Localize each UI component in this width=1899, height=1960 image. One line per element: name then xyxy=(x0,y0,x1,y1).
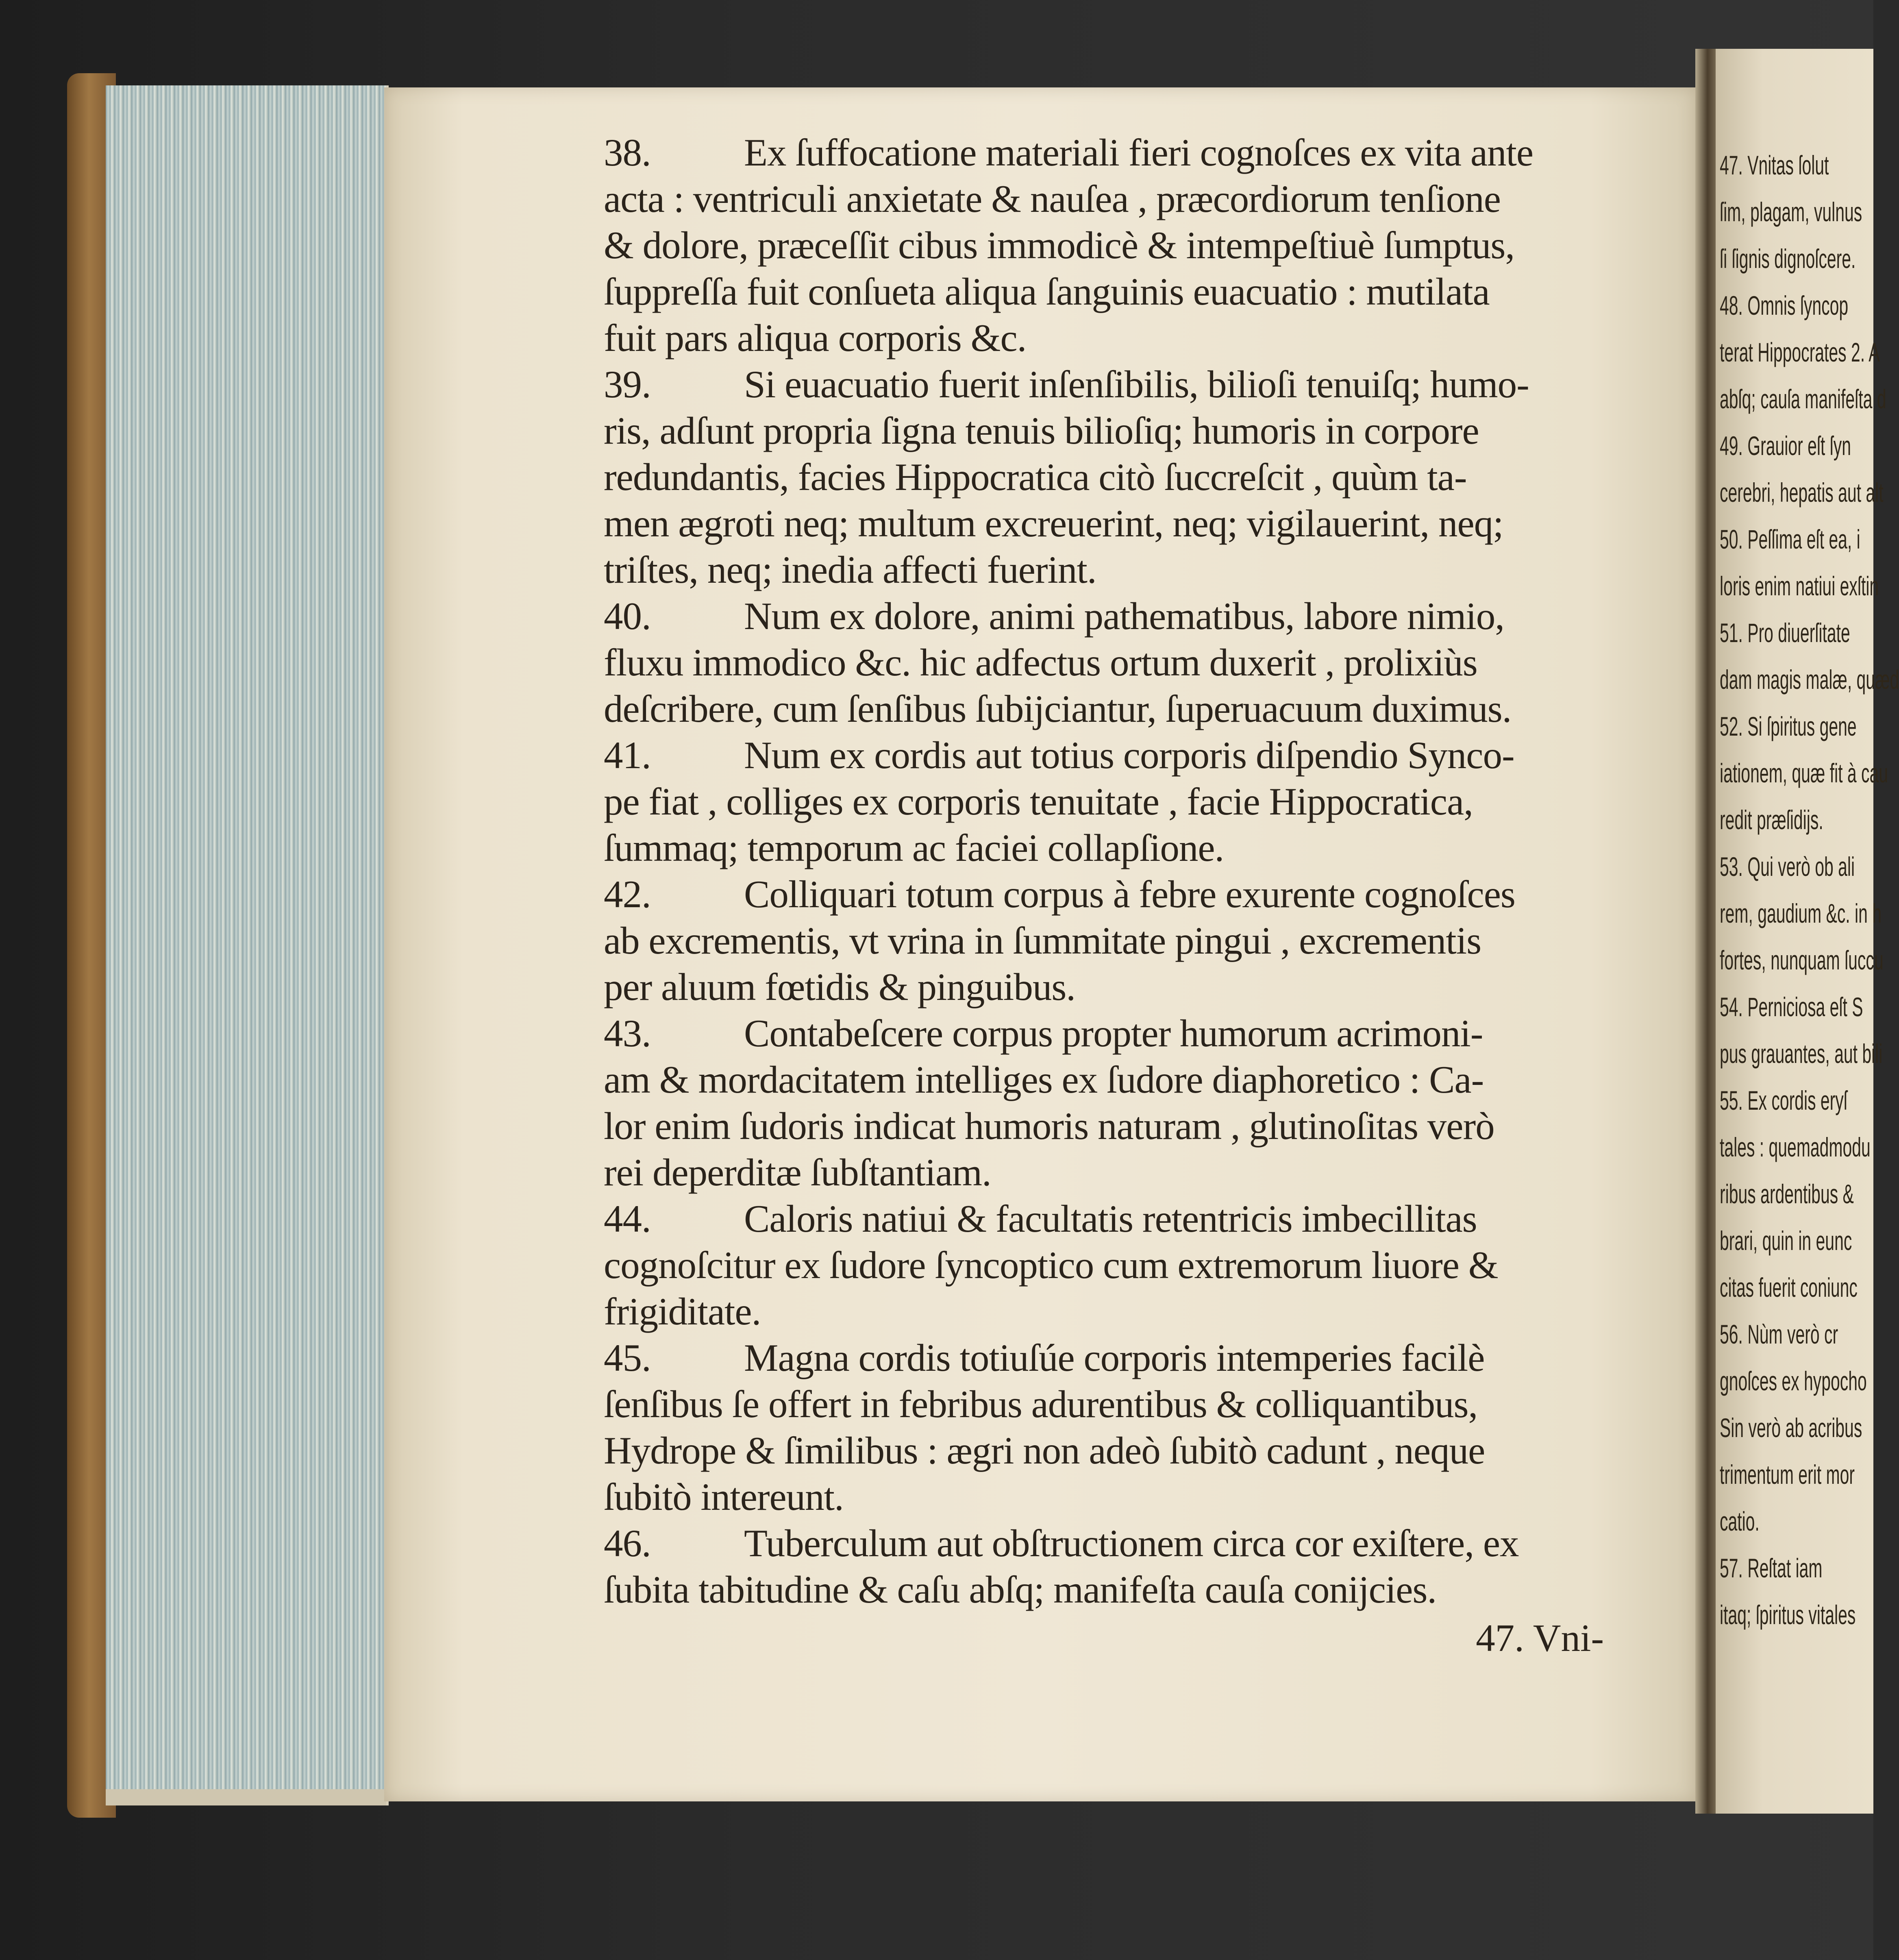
next-page-line: 55. Ex cordis eryſ xyxy=(1720,1085,1847,1115)
page-edges xyxy=(106,85,389,1805)
line-text: Si euacuatio fuerit inſenſibilis, bilioſi tenuiſq; humo- xyxy=(744,363,1529,406)
next-page-line: cerebri, hepatis aut alt xyxy=(1720,477,1884,507)
next-page-line: 52. Si ſpiritus gene xyxy=(1720,711,1857,741)
line-text: cognoſcitur ex ſudore ſyncoptico cum extremorum liuore & xyxy=(604,1244,1498,1287)
paragraph-number: 44. xyxy=(604,1197,651,1240)
line-text: ſubitò intereunt. xyxy=(604,1475,844,1518)
line-text: pe fiat , colliges ex corporis tenuitate , facie Hippocratica, xyxy=(604,780,1473,823)
paragraph-number: 42. xyxy=(604,873,651,916)
next-page-line: tales : quemadmodu xyxy=(1720,1132,1871,1162)
next-page-line: citas fuerit coniunc xyxy=(1720,1272,1858,1302)
line-text: fluxu immodico &c. hic adfectus ortum duxerit , prolixiùs xyxy=(604,641,1477,684)
line-text: Tuberculum aut obſtructionem circa cor exiſtere, ex xyxy=(744,1522,1519,1565)
next-page-line: 47. Vnitas ſolut xyxy=(1720,150,1829,180)
line-text: ab excrementis, vt vrina in ſummitate pingui , excrementis xyxy=(604,919,1481,962)
next-page-line: 57. Reſtat iam xyxy=(1720,1553,1823,1583)
next-page-line: ſim, plagam, vulnus xyxy=(1720,197,1862,227)
paragraph-number: 38. xyxy=(604,131,651,174)
line-text: am & mordacitatem intelliges ex ſudore diaphoretico : Ca- xyxy=(604,1058,1484,1101)
next-page-line: Sin verò ab acribus xyxy=(1720,1413,1862,1443)
line-text: deſcribere, cum ſenſibus ſubijciantur, ſuperuacuum duximus. xyxy=(604,687,1512,730)
line-text: ſuppreſſa fuit conſueta aliqua ſanguinis euacuatio : mutilata xyxy=(604,270,1490,313)
line-text: ſummaq; temporum ac faciei collapſione. xyxy=(604,826,1224,869)
paragraph-number: 40. xyxy=(604,595,651,638)
next-page-sliver xyxy=(1716,49,1899,1814)
paragraph-number: 45. xyxy=(604,1336,651,1379)
next-page-line: 48. Omnis ſyncop xyxy=(1720,290,1849,320)
line-text: ſenſibus ſe offert in febribus adurentibus & colliquantibus, xyxy=(604,1383,1478,1426)
line-text: redundantis, facies Hippocratica citò ſuccreſcit , quùm ta- xyxy=(604,455,1467,499)
line-text: acta : ventriculi anxietate & nauſea , præcordiorum tenſione xyxy=(604,177,1501,220)
line-text: ris, adſunt propria ſigna tenuis bilioſiq; humoris in corpore xyxy=(604,409,1479,452)
next-page-line: pus grauantes, aut bili xyxy=(1720,1039,1883,1069)
next-page-line: ribus ardentibus & xyxy=(1720,1179,1854,1209)
next-page-line: loris enim natiui exſtin xyxy=(1720,571,1879,601)
next-page-line: trimentum erit mor xyxy=(1720,1459,1855,1490)
next-page-line: rem, gaudium &c. in h xyxy=(1720,898,1882,928)
next-page-line: catio. xyxy=(1720,1506,1760,1536)
paragraph-number: 41. xyxy=(604,734,651,777)
line-text: Colliquari totum corpus à febre exurente cognoſces xyxy=(744,873,1515,916)
next-page-line: dam magis malæ, quæd xyxy=(1720,664,1899,695)
next-page-line: fortes, nunquam ſuccu xyxy=(1720,945,1884,975)
book-page xyxy=(384,87,1695,1801)
paragraph-number: 39. xyxy=(604,363,651,406)
catchword: 47. Vni- xyxy=(1476,1616,1604,1659)
line-text: lor enim ſudoris indicat humoris naturam , glutinoſitas verò xyxy=(604,1104,1494,1148)
next-page-line: 53. Qui verò ob ali xyxy=(1720,852,1855,882)
next-page-line: redit præſidijs. xyxy=(1720,805,1823,835)
line-text: frigiditate. xyxy=(604,1290,761,1333)
line-text: triſtes, neq; inedia affecti fuerint. xyxy=(604,548,1096,591)
next-page-line: iationem, quæ fit à cau xyxy=(1720,758,1888,788)
next-page-line: ſi ſignis dignoſcere. xyxy=(1720,244,1856,274)
next-page-line: 56. Nùm verò cr xyxy=(1720,1319,1838,1349)
line-text: Caloris natiui & facultatis retentricis imbecillitas xyxy=(744,1197,1477,1240)
next-page-line: gnoſces ex hypocho xyxy=(1720,1366,1867,1396)
line-text: Hydrope & ſimilibus : ægri non adeò ſubitò cadunt , neque xyxy=(604,1429,1485,1472)
line-text: Num ex cordis aut totius corporis diſpendio Synco- xyxy=(744,734,1514,777)
next-page-line: 54. Perniciosa eſt S xyxy=(1720,992,1863,1022)
line-text: men ægroti neq; multum excreuerint, neq; vigilauerint, neq; xyxy=(604,502,1503,545)
line-text: rei deperditæ ſubſtantiam. xyxy=(604,1151,991,1194)
paragraph-number: 43. xyxy=(604,1012,651,1055)
line-text: Contabeſcere corpus propter humorum acrimoni- xyxy=(744,1012,1483,1055)
line-text: ſubita tabitudine & caſu abſq; manifeſta cauſa conijcies. xyxy=(604,1568,1437,1611)
line-text: Ex ſuffocatione materiali fieri cognoſces ex vita ante xyxy=(744,131,1534,174)
next-page-line: 50. Peſſima eſt ea, i xyxy=(1720,524,1860,554)
next-page-line: brari, quin in eunc xyxy=(1720,1226,1852,1256)
line-text: Num ex dolore, animi pathematibus, labore nimio, xyxy=(744,595,1505,638)
line-text: fuit pars aliqua corporis &c. xyxy=(604,316,1027,359)
next-page-line: 51. Pro diuerſitate xyxy=(1720,618,1850,648)
next-page-line: abſq; cauſa manifeſta d xyxy=(1720,384,1886,414)
next-page-line: terat Hippocrates 2. A xyxy=(1720,337,1880,367)
next-page-line: itaq; ſpiritus vitales xyxy=(1720,1600,1856,1630)
line-text: & dolore, præceſſit cibus immodicè & intempeſtiuè ſumptus, xyxy=(604,224,1515,267)
next-page-line: 49. Grauior eſt ſyn xyxy=(1720,431,1851,461)
line-text: Magna cordis totiuſúe corporis intemperies facilè xyxy=(744,1336,1485,1379)
paragraph-number: 46. xyxy=(604,1522,651,1565)
line-text: per aluum fœtidis & pinguibus. xyxy=(604,965,1076,1008)
